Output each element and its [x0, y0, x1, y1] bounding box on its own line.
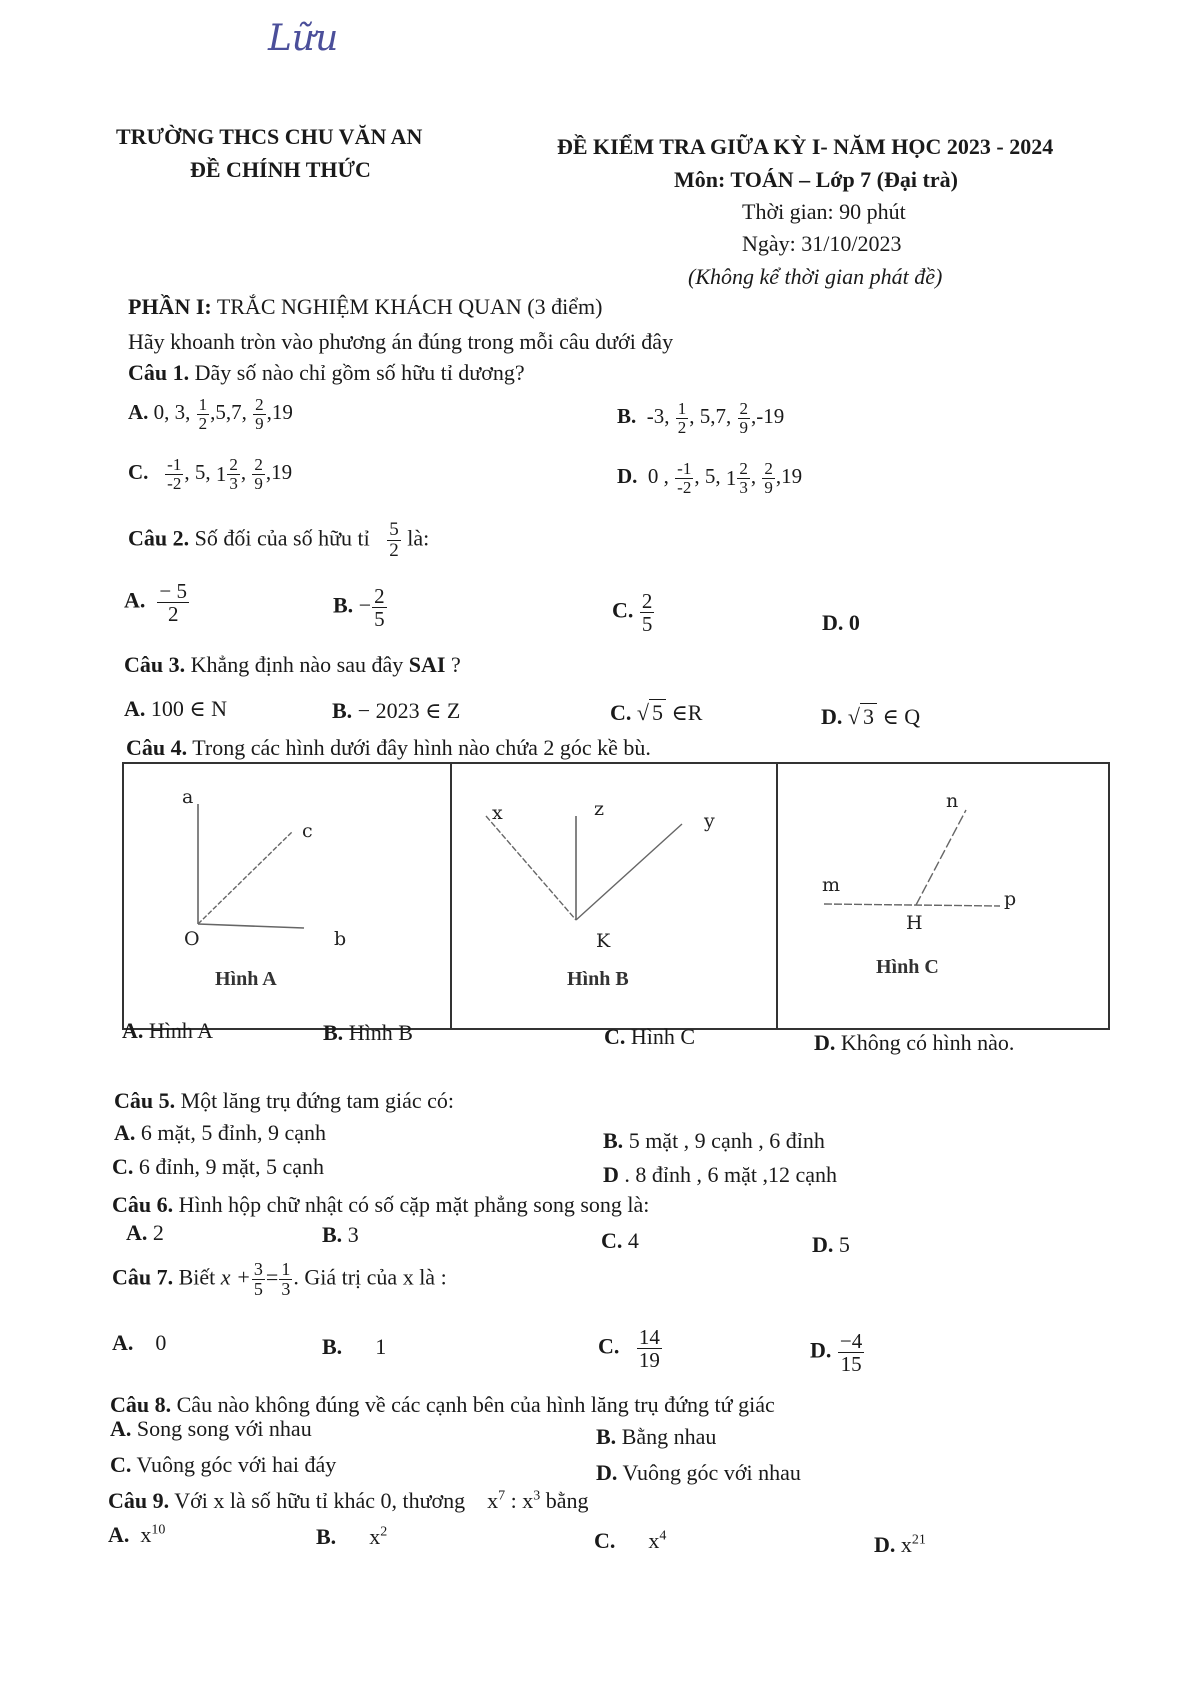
q6-question: Câu 6. Hình hộp chữ nhật có số cặp mặt phẳng song song là: — [112, 1192, 650, 1217]
figure-c-label-m: m — [822, 874, 841, 896]
part1-instruction: Hãy khoanh tròn vào phương án đúng trong mỗi câu dưới đây — [128, 329, 674, 354]
q6-option-c: C. 4 — [601, 1228, 639, 1253]
q2-option-d: D. 0 — [822, 610, 860, 635]
official-label: ĐỀ CHÍNH THỨC — [190, 157, 371, 182]
q6-option-a: A. 2 — [126, 1220, 164, 1245]
figure-a-caption: Hình A — [215, 968, 277, 990]
figure-b-label-x: x — [492, 802, 503, 824]
part1-heading: PHẦN I: TRẮC NGHIỆM KHÁCH QUAN (3 điểm) — [128, 294, 603, 319]
figure-a-label-c: c — [302, 820, 313, 842]
exam-note: (Không kể thời gian phát đề) — [688, 264, 943, 289]
q7-question: Câu 7. Biết x + $\frac{3}{5}$ = $\frac{1}{3}$ . Giá trị của x là : — [112, 1259, 447, 1299]
q5-question: Câu 5. Một lăng trụ đứng tam giác có: — [114, 1088, 455, 1113]
q2-option-c: C. $\frac{2}{5}$ — [612, 589, 653, 637]
q7-option-d: D. $\frac{-4}{15}$ — [810, 1329, 863, 1377]
q2-option-a: A. $\frac{- 5}{2}$ — [124, 579, 187, 627]
q9-option-c: C. $x^4$ — [594, 1528, 667, 1553]
q8-option-b: B. Bằng nhau — [596, 1424, 717, 1449]
figure-b-label-y: y — [704, 810, 715, 832]
figure-b-label-z: z — [594, 798, 605, 820]
figure-b-caption: Hình B — [567, 968, 629, 990]
figure-c-caption: Hình C — [876, 956, 939, 978]
figure-a-drawing — [124, 764, 450, 1026]
q5-option-d: D . 8 đỉnh , 6 mặt ,12 cạnh — [603, 1162, 838, 1187]
q1-option-c: C. $\frac{-1}{-2}$ , 5, 1 $\frac{2}{3}$ , $\frac{2}{9}$ ,19 — [128, 455, 293, 493]
q4-option-c: C. Hình C — [604, 1024, 696, 1049]
figure-b-label-k: K — [596, 930, 611, 952]
q4-figure-box — [122, 762, 1110, 1030]
school-name: TRƯỜNG THCS CHU VĂN AN — [116, 124, 423, 149]
q9-option-b: B. $x^2$ — [316, 1524, 388, 1549]
q6-option-d: D. 5 — [812, 1232, 850, 1257]
exam-date: Ngày: 31/10/2023 — [742, 231, 902, 256]
q8-option-d: D. Vuông góc với nhau — [596, 1460, 801, 1485]
q1-option-a: A. 0, 3, $\frac{1}{2}$ ,5,7, $\frac{2}{9}$ ,19 — [128, 395, 293, 433]
q3-option-c: C. √ 5 ∈R — [610, 700, 703, 725]
q7-option-b: B. 1 — [322, 1334, 387, 1359]
q2-question: Câu 2. Số đối của số hữu tỉ $\frac{5}{2}$ là: — [128, 519, 430, 561]
q8-option-a: A. Song song với nhau — [110, 1416, 312, 1441]
q9-option-a: A. $x^{10}$ — [108, 1522, 166, 1547]
figure-a-label-b: b — [334, 928, 347, 950]
q7-option-c: C. $\frac{14}{19}$ — [598, 1325, 660, 1373]
q6-option-b: B. 3 — [322, 1222, 359, 1247]
figure-a-label-o: O — [184, 928, 200, 950]
handwritten-signature: Lữu — [268, 18, 339, 59]
q1-option-b: B. -3, $\frac{1}{2}$ , 5,7, $\frac{2}{9}$ ,-19 — [617, 399, 785, 437]
exam-duration: Thời gian: 90 phút — [742, 199, 906, 224]
q8-option-c: C. Vuông góc với hai đáy — [110, 1452, 337, 1477]
q5-option-b: B. 5 mặt , 9 cạnh , 6 đỉnh — [603, 1128, 825, 1153]
q9-question: Câu 9. Với x là số hữu tỉ khác 0, thương $x^7$ : $x^3$ bằng — [108, 1488, 589, 1513]
exam-subject: Môn: TOÁN – Lớp 7 (Đại trà) — [674, 167, 958, 192]
q4-option-a: A. Hình A — [122, 1018, 214, 1043]
figure-c-label-h: H — [906, 912, 923, 934]
q4-option-d: D. Không có hình nào. — [814, 1030, 1015, 1055]
q9-option-d: D. $x^{21}$ — [874, 1532, 926, 1557]
figure-a-label-a: a — [182, 786, 194, 808]
q7-option-a: A. 0 — [112, 1330, 167, 1355]
figure-c-label-p: p — [1004, 888, 1017, 910]
q5-option-a: A. 6 mặt, 5 đỉnh, 9 cạnh — [114, 1120, 327, 1145]
q4-question: Câu 4. Trong các hình dưới đây hình nào chứa 2 góc kề bù. — [126, 735, 651, 760]
q3-option-b: B. − 2023 ∈ Z — [332, 698, 461, 723]
q5-option-c: C. 6 đỉnh, 9 mặt, 5 cạnh — [112, 1154, 325, 1179]
q3-option-a: A. 100 ∈ N — [124, 696, 228, 721]
q1-question: Câu 1. Dãy số nào chỉ gồm số hữu tỉ dương? — [128, 360, 525, 385]
q3-question: Câu 3. Khẳng định nào sau đây SAI ? — [124, 652, 461, 677]
exam-title: ĐỀ KIỂM TRA GIỮA KỲ I- NĂM HỌC 2023 - 2024 — [557, 134, 1054, 159]
q8-question: Câu 8. Câu nào không đúng về các cạnh bên của hình lăng trụ đứng tứ giác — [110, 1392, 775, 1417]
q1-option-d: D. 0 , $\frac{-1}{-2}$ , 5, 1 $\frac{2}{3}$ , $\frac{2}{9}$ ,19 — [617, 459, 803, 497]
q3-option-d: D. √ 3 ∈ Q — [821, 704, 921, 729]
figure-c-label-n: n — [946, 790, 959, 812]
q4-option-b: B. Hình B — [323, 1020, 413, 1045]
q2-option-b: B. − $\frac{2}{5}$ — [333, 584, 385, 632]
